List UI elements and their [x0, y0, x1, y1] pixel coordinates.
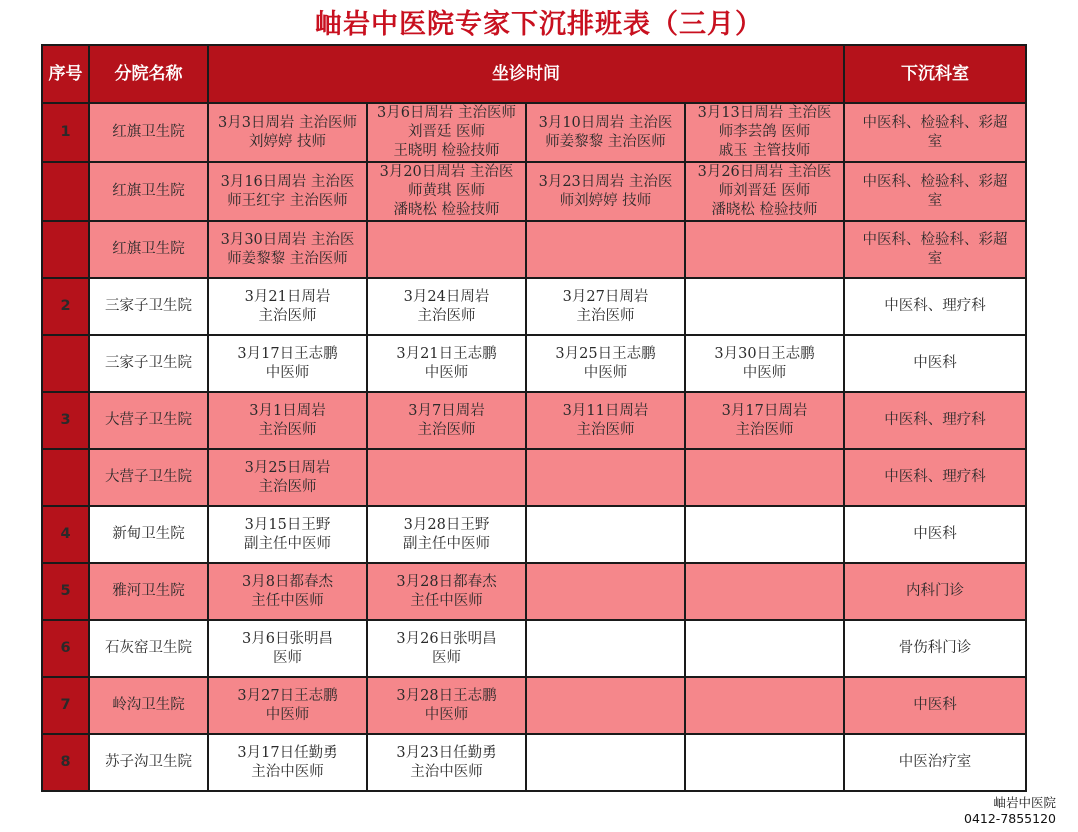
footer-phone: 0412-7855120	[964, 811, 1056, 826]
page-title: 岫岩中医院专家下沉排班表（三月）	[315, 9, 763, 40]
visit-date-cell: 3月20日周岩 主治医 师黄琪 医师 潘晓松 检验技师	[367, 162, 526, 221]
visit-date-cell	[685, 221, 844, 278]
department-cell: 中医科、检验科、彩超 室	[844, 162, 1026, 221]
visit-date-cell: 3月6日周岩 主治医师 刘晋廷 医师 王晓明 检验技师	[367, 103, 526, 162]
branch-name: 岭沟卫生院	[89, 677, 208, 734]
schedule-table	[41, 44, 1027, 792]
branch-name: 石灰窑卫生院	[89, 620, 208, 677]
visit-date-cell: 3月3日周岩 主治医师 刘婷婷 技师	[208, 103, 367, 162]
branch-name: 苏子沟卫生院	[89, 734, 208, 791]
row-index	[42, 162, 89, 221]
table-row	[42, 162, 1026, 221]
visit-date-cell: 3月7日周岩 主治医师	[367, 392, 526, 449]
visit-date-cell	[526, 677, 685, 734]
row-index: 5	[42, 563, 89, 620]
table-row	[42, 620, 1026, 677]
visit-date-cell	[526, 221, 685, 278]
visit-date-cell: 3月21日王志鹏 中医师	[367, 335, 526, 392]
visit-date-cell	[526, 506, 685, 563]
branch-name: 红旗卫生院	[89, 162, 208, 221]
row-index	[42, 449, 89, 506]
visit-date-cell: 3月25日王志鹏 中医师	[526, 335, 685, 392]
visit-date-cell	[526, 563, 685, 620]
table-row	[42, 449, 1026, 506]
branch-name: 三家子卫生院	[89, 335, 208, 392]
visit-date-cell: 3月28日都春杰 主任中医师	[367, 563, 526, 620]
row-index: 2	[42, 278, 89, 335]
branch-name: 红旗卫生院	[89, 103, 208, 162]
visit-date-cell: 3月15日王野 副主任中医师	[208, 506, 367, 563]
visit-date-cell	[685, 449, 844, 506]
visit-date-cell: 3月25日周岩 主治医师	[208, 449, 367, 506]
visit-date-cell: 3月30日周岩 主治医 师姜黎黎 主治医师	[208, 221, 367, 278]
branch-name: 大营子卫生院	[89, 449, 208, 506]
table-row	[42, 734, 1026, 791]
table-row	[42, 335, 1026, 392]
visit-date-cell	[685, 506, 844, 563]
department-cell: 中医治疗室	[844, 734, 1026, 791]
row-index: 6	[42, 620, 89, 677]
table-row	[42, 677, 1026, 734]
visit-date-cell: 3月6日张明昌 医师	[208, 620, 367, 677]
footer-org: 岫岩中医院	[993, 795, 1056, 810]
visit-date-cell: 3月10日周岩 主治医 师姜黎黎 主治医师	[526, 103, 685, 162]
department-cell: 内科门诊	[844, 563, 1026, 620]
department-cell: 中医科、理疗科	[844, 449, 1026, 506]
visit-date-cell: 3月26日张明昌 医师	[367, 620, 526, 677]
visit-date-cell	[685, 734, 844, 791]
visit-date-cell: 3月23日任勤勇 主治中医师	[367, 734, 526, 791]
visit-date-cell: 3月30日王志鹏 中医师	[685, 335, 844, 392]
department-cell: 中医科、检验科、彩超 室	[844, 103, 1026, 162]
branch-name: 大营子卫生院	[89, 392, 208, 449]
branch-name: 三家子卫生院	[89, 278, 208, 335]
table-row	[42, 221, 1026, 278]
visit-date-cell	[526, 449, 685, 506]
visit-date-cell: 3月27日周岩 主治医师	[526, 278, 685, 335]
table-row	[42, 103, 1026, 162]
table-row	[42, 563, 1026, 620]
visit-date-cell	[685, 563, 844, 620]
header-time: 坐诊时间	[208, 45, 844, 103]
visit-date-cell: 3月17日王志鹏 中医师	[208, 335, 367, 392]
header-dept: 下沉科室	[844, 45, 1026, 103]
row-index	[42, 221, 89, 278]
branch-name: 新甸卫生院	[89, 506, 208, 563]
visit-date-cell: 3月26日周岩 主治医 师刘晋廷 医师 潘晓松 检验技师	[685, 162, 844, 221]
visit-date-cell: 3月21日周岩 主治医师	[208, 278, 367, 335]
visit-date-cell	[685, 278, 844, 335]
table-row	[42, 506, 1026, 563]
visit-date-cell: 3月1日周岩 主治医师	[208, 392, 367, 449]
row-index: 7	[42, 677, 89, 734]
footer	[964, 795, 1056, 827]
visit-date-cell	[526, 620, 685, 677]
visit-date-cell: 3月28日王志鹏 中医师	[367, 677, 526, 734]
row-index: 3	[42, 392, 89, 449]
department-cell: 骨伤科门诊	[844, 620, 1026, 677]
table-header-row	[42, 45, 1026, 103]
visit-date-cell	[685, 620, 844, 677]
visit-date-cell	[526, 734, 685, 791]
row-index	[42, 335, 89, 392]
visit-date-cell: 3月17日任勤勇 主治中医师	[208, 734, 367, 791]
department-cell: 中医科、理疗科	[844, 278, 1026, 335]
header-index: 序号	[42, 45, 89, 103]
row-index: 4	[42, 506, 89, 563]
table-row	[42, 392, 1026, 449]
visit-date-cell: 3月16日周岩 主治医 师王红宇 主治医师	[208, 162, 367, 221]
department-cell: 中医科	[844, 677, 1026, 734]
branch-name: 红旗卫生院	[89, 221, 208, 278]
visit-date-cell: 3月28日王野 副主任中医师	[367, 506, 526, 563]
visit-date-cell: 3月8日都春杰 主任中医师	[208, 563, 367, 620]
visit-date-cell: 3月13日周岩 主治医 师李芸鸽 医师 戚玉 主管技师	[685, 103, 844, 162]
department-cell: 中医科	[844, 335, 1026, 392]
department-cell: 中医科、检验科、彩超 室	[844, 221, 1026, 278]
visit-date-cell	[685, 677, 844, 734]
department-cell: 中医科、理疗科	[844, 392, 1026, 449]
row-index: 1	[42, 103, 89, 162]
visit-date-cell	[367, 449, 526, 506]
table-row	[42, 278, 1026, 335]
row-index: 8	[42, 734, 89, 791]
visit-date-cell: 3月23日周岩 主治医 师刘婷婷 技师	[526, 162, 685, 221]
visit-date-cell: 3月17日周岩 主治医师	[685, 392, 844, 449]
header-branch: 分院名称	[89, 45, 208, 103]
department-cell: 中医科	[844, 506, 1026, 563]
visit-date-cell: 3月11日周岩 主治医师	[526, 392, 685, 449]
visit-date-cell	[367, 221, 526, 278]
branch-name: 雅河卫生院	[89, 563, 208, 620]
visit-date-cell: 3月24日周岩 主治医师	[367, 278, 526, 335]
visit-date-cell: 3月27日王志鹏 中医师	[208, 677, 367, 734]
